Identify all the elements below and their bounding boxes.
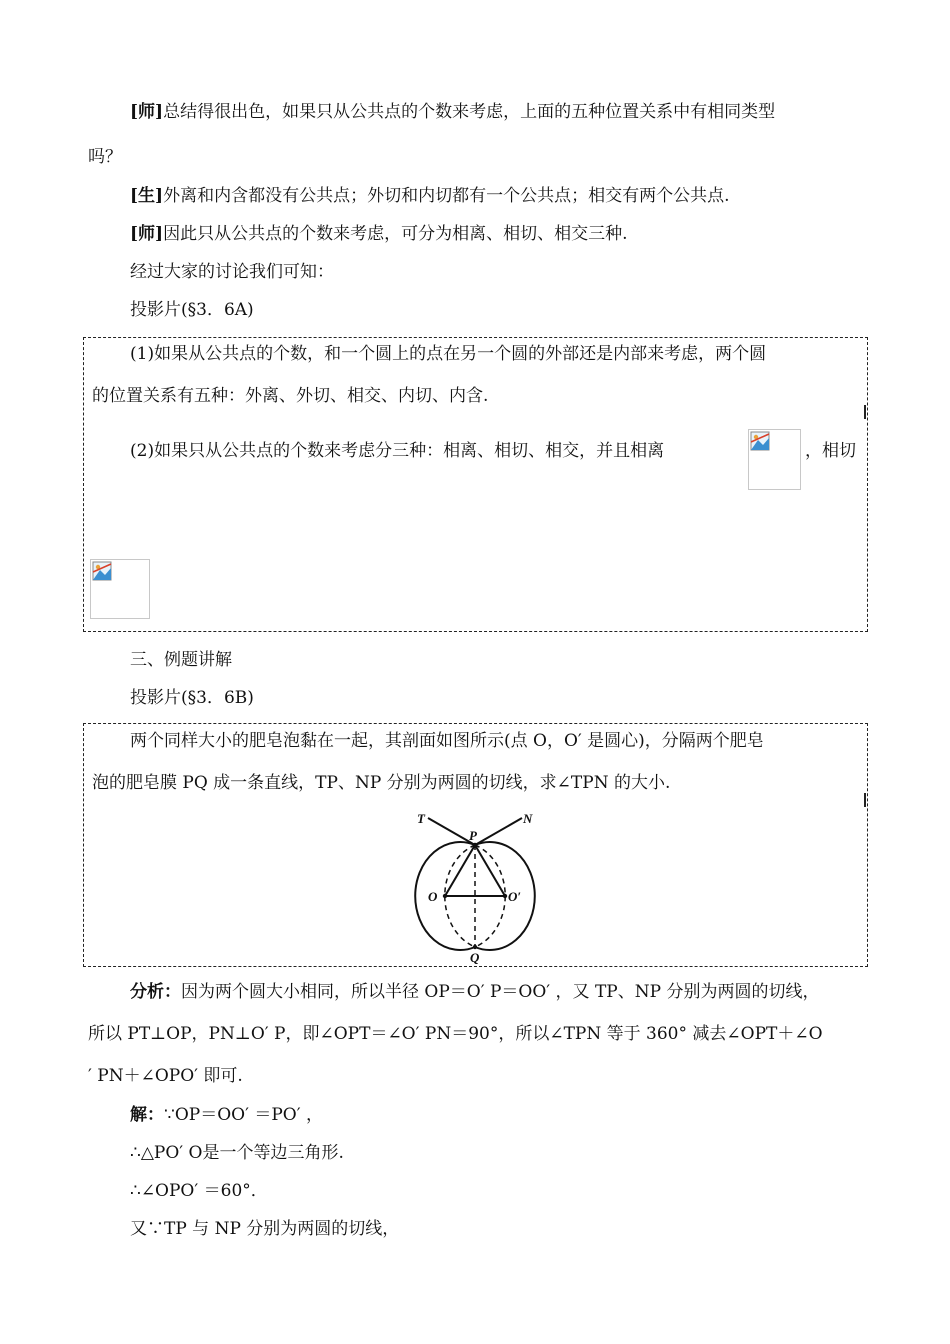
tangent-NP	[475, 818, 522, 845]
label-Q: Q	[470, 950, 480, 965]
broken-image-placeholder	[90, 559, 150, 619]
label-T: T	[417, 811, 425, 826]
broken-image-icon	[92, 561, 112, 581]
label-P: P	[469, 828, 477, 843]
paragraph-text: 外离和内含都没有公共点；外切和内切都有一个公共点；相交有两个公共点.	[163, 186, 730, 206]
solution-line-3: ∴∠OPO′ ＝60°．	[130, 1181, 268, 1201]
paragraph-teacher-1	[130, 102, 775, 122]
analysis-text: 因为两个圆大小相同，所以半径 OP＝O′ P＝OO′ ，又 TP、NP 分别为两圆的切线，	[181, 982, 820, 1002]
solution-line-2: ∴△PO′ O是一个等边三角形.	[130, 1143, 344, 1163]
broken-image-placeholder	[748, 429, 801, 490]
label-O-prime: O′	[508, 889, 522, 904]
soap-bubble-figure	[395, 805, 555, 965]
label-N: N	[523, 811, 533, 826]
solution-line-4: 又∵TP 与 NP 分别为两圆的切线，	[130, 1219, 400, 1239]
tangent-TP	[428, 818, 475, 845]
label-O: O	[428, 889, 438, 904]
slide-a-item2-tail: ，相切	[805, 441, 856, 461]
speaker-tag: [师]	[130, 102, 164, 122]
problem-text-cont: 泡的肥皂膜 PQ 成一条直线，TP、NP 分别为两圆的切线，求∠TPN 的大小.	[92, 773, 671, 793]
box-edge-mark	[864, 793, 866, 807]
slide-label-b: 投影片(§3．6B)	[130, 688, 254, 708]
paragraph-text: 总结得很出色，如果只从公共点的个数来考虑，上面的五种位置关系中有相同类型	[163, 102, 776, 122]
broken-image-icon	[750, 431, 770, 451]
paragraph-student	[130, 186, 730, 206]
analysis-line-2: 所以 PT⊥OP，PN⊥O′ P，即∠OPT＝∠O′ PN＝90°，所以∠TPN 等于 360° 减去∠OPT＋∠O	[88, 1024, 823, 1044]
analysis-line-1	[130, 982, 819, 1002]
slide-a-item1: (1)如果从公共点的个数，和一个圆上的点在另一个圆的外部还是内部来考虑，两个圆	[130, 344, 767, 364]
solution-label: 解：	[130, 1105, 164, 1125]
paragraph-text: 因此只从公共点的个数来考虑，可分为相离、相切、相交三种.	[163, 224, 628, 244]
discussion-summary: 经过大家的讨论我们可知：	[130, 262, 334, 282]
analysis-label: 分析：	[130, 982, 181, 1002]
slide-a-item1-cont: 的位置关系有五种：外离、外切、相交、内切、内含.	[92, 386, 489, 406]
box-edge-mark	[864, 405, 866, 419]
solution-text: ∵OP＝OO′ ＝PO′ ，	[164, 1105, 323, 1125]
section-title: 三、例题讲解	[130, 650, 232, 670]
paragraph-teacher-2	[130, 224, 628, 244]
paragraph-teacher-1-cont: 吗？	[88, 147, 122, 167]
problem-text: 两个同样大小的肥皂泡黏在一起，其剖面如图所示(点 O，O′ 是圆心)，分隔两个肥皂	[130, 731, 764, 751]
analysis-line-3: ′ PN＋∠OPO′ 即可.	[88, 1066, 243, 1086]
solution-line-1	[130, 1105, 323, 1125]
speaker-tag: [生]	[130, 186, 164, 206]
speaker-tag: [师]	[130, 224, 164, 244]
slide-a-item2: (2)如果只从公共点的个数来考虑分三种：相离、相切、相交，并且相离	[130, 441, 665, 461]
slide-label-a: 投影片(§3．6A)	[130, 300, 254, 320]
